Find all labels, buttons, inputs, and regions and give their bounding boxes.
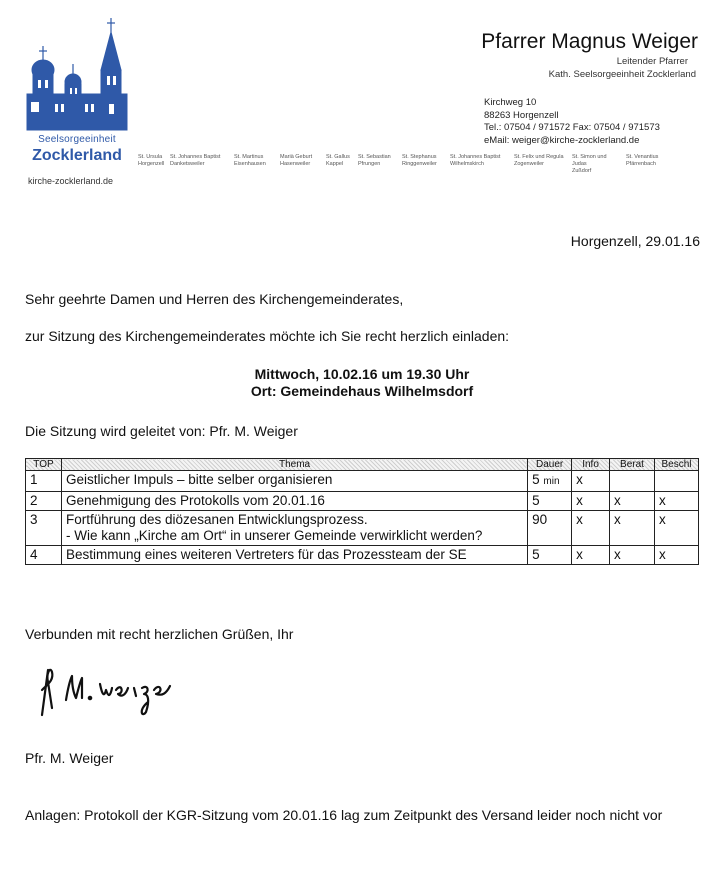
parish-saint: St. Ursula [138,154,163,160]
cell-dauer: 5 [528,492,572,511]
logo-line1: Seelsorgeeinheit [38,134,116,145]
agenda-table [25,458,699,565]
cell-dauer [528,471,572,492]
cell-top: 4 [26,546,62,565]
parish-item [326,154,352,175]
parish-item [234,154,274,175]
cell-top: 3 [26,511,62,546]
parish-item [138,154,164,175]
parish-saint: Mariä Geburt [280,154,313,160]
meeting-time: Mittwoch, 10.02.16 um 19.30 Uhr [254,366,470,382]
parish-saint: St. Venantius [626,154,659,160]
cell-berat [610,471,655,492]
parish-item [450,154,508,175]
parish-saint: St. Johannes Baptist [450,154,501,160]
cell-thema [61,546,527,565]
parish-saint: St. Sebastian [358,154,391,160]
parish-place: Ringgenweiler [402,161,437,167]
table-row [26,511,699,546]
cell-top: 1 [26,471,62,492]
header-berat: Berat [610,459,655,471]
signature-icon [38,660,178,720]
sender-city: 88263 Horgenzell [484,110,559,121]
parish-item [402,154,444,175]
cell-beschl [654,471,698,492]
parish-list [138,154,670,175]
cell-beschl: x [654,492,698,511]
header-info: Info [572,459,610,471]
website-link[interactable]: kirche-zocklerland.de [28,176,114,186]
parish-place: Danketsweiler [170,161,205,167]
closing: Verbunden mit recht herzlichen Grüßen, Ihr [25,626,294,642]
cell-top: 2 [26,492,62,511]
parish-place: Wilhelmskirch [450,161,484,167]
dauer-unit: min [543,476,560,487]
cell-beschl: x [654,511,698,546]
sender-street: Kirchweg 10 [484,97,537,108]
parish-place: Eisenhausen [234,161,266,167]
thema-text: Fortführung des diözesanen Entwicklungsprozess. [65,512,368,527]
cell-berat: x [610,511,655,546]
attachments-note: Anlagen: Protokoll der KGR-Sitzung vom 20.01.16 lag zum Zeitpunkt des Versand leider noch nicht vor [25,807,663,823]
church-silhouette-icon [25,18,129,132]
logo-line2: Zocklerland [32,147,122,164]
cell-beschl: x [654,546,698,565]
parish-saint: St. Gallus [326,154,350,160]
signer-name: Pfr. M. Weiger [25,750,114,766]
parish-saint: St. Simon und Judas [572,154,607,167]
cell-berat: x [610,546,655,565]
handwritten-signature [38,660,178,725]
sender-role: Leitender Pfarrer [616,56,688,67]
thema-text: Bestimmung eines weiteren Vertreters für das Prozessteam der SE [65,547,467,562]
thema-text: Geistlicher Impuls – bitte selber organisieren [65,472,333,487]
header-beschl: Beschl [654,459,698,471]
church-logo [25,18,129,168]
parish-saint: St. Felix und Regula [514,154,564,160]
table-row [26,546,699,565]
parish-place: Pfrungen [358,161,381,167]
sender-org: Kath. Seelsorgeeinheit Zocklerland [548,69,696,80]
cell-info: x [572,492,610,511]
parish-item [358,154,396,175]
cell-dauer: 5 [528,546,572,565]
sender-email[interactable]: eMail: weiger@kirche-zocklerland.de [484,135,640,146]
sender-name: Pfarrer Magnus Weiger [481,30,698,53]
cell-thema [61,471,527,492]
cell-thema [61,492,527,511]
cell-berat: x [610,492,655,511]
parish-saint: St. Stephanus [402,154,437,160]
header-top: TOP [26,459,62,471]
table-row [26,471,699,492]
header-dauer: Dauer [528,459,572,471]
table-row [26,492,699,511]
parish-item [626,154,670,175]
sender-phone: Tel.: 07504 / 971572 Fax: 07504 / 971573 [484,122,660,133]
cell-thema [61,511,527,546]
parish-place: Horgenzell [138,161,165,167]
parish-saint: St. Johannes Baptist [170,154,221,160]
chair-line: Die Sitzung wird geleitet von: Pfr. M. Weiger [25,423,298,439]
parish-place: Hasenweiler [280,161,311,167]
parish-place: Zogenweiler [514,161,544,167]
dauer-value: 5 [532,472,540,487]
greeting: Sehr geehrte Damen und Herren des Kirchengemeinderates, [25,291,404,307]
cell-info: x [572,546,610,565]
parish-item [170,154,228,175]
cell-dauer: 90 [528,511,572,546]
thema-text: Genehmigung des Protokolls vom 20.01.16 [65,493,325,508]
cell-info: x [572,511,610,546]
header-thema: Thema [61,459,527,471]
parish-item [572,154,620,175]
meeting-location: Ort: Gemeindehaus Wilhelmsdorf [250,383,474,399]
letter-date: Horgenzell, 29.01.16 [570,233,700,249]
parish-place: Pfärrenbach [626,161,656,167]
agenda-header-row [26,459,699,471]
parish-saint: St. Martinus [234,154,264,160]
thema-subtext: - Wie kann „Kirche am Ort“ in unserer Gemeinde verwirklicht werden? [65,528,483,543]
parish-item [514,154,566,175]
cell-info: x [572,471,610,492]
parish-place: Zußdorf [572,168,592,174]
parish-place: Kappel [326,161,344,167]
intro: zur Sitzung des Kirchengemeinderates möchte ich Sie recht herzlich einladen: [25,328,510,344]
parish-item [280,154,320,175]
